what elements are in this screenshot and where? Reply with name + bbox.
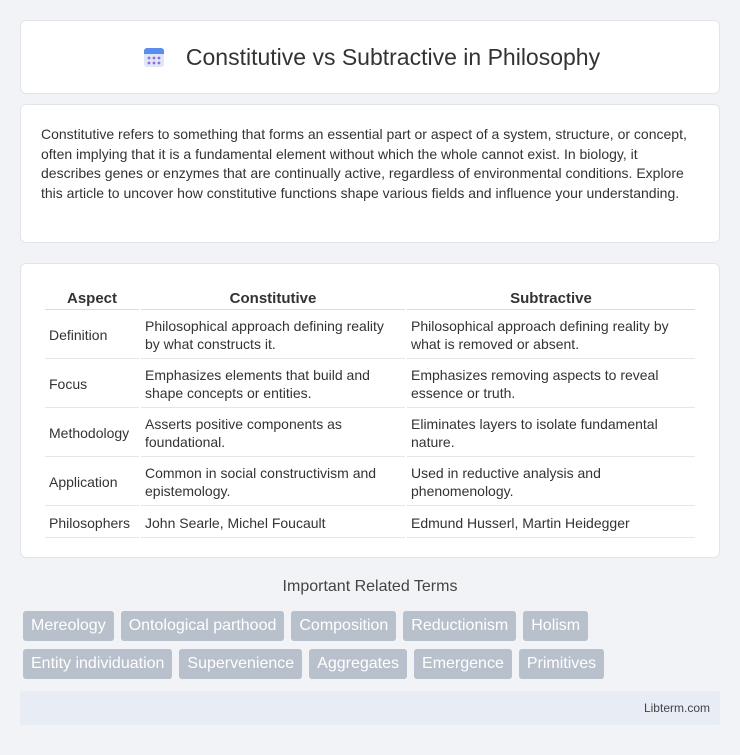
row-constitutive: Asserts positive components as foundational.: [141, 410, 405, 457]
row-constitutive: Emphasizes elements that build and shape concepts or entities.: [141, 361, 405, 408]
related-terms-list: [23, 611, 723, 679]
row-aspect: Definition: [45, 312, 139, 359]
row-subtractive: Edmund Husserl, Martin Heidegger: [407, 508, 695, 538]
related-terms-title: Important Related Terms: [282, 578, 458, 595]
row-aspect: Focus: [45, 361, 139, 408]
tag-mereology[interactable]: Mereology: [23, 611, 114, 641]
row-aspect: Philosophers: [45, 508, 139, 538]
row-subtractive: Philosophical approach defining reality by what is removed or absent.: [407, 312, 695, 359]
footer-site-link[interactable]: Libterm.com: [643, 701, 710, 715]
header-constitutive: Constitutive: [141, 288, 405, 310]
header-subtractive: Subtractive: [407, 288, 695, 310]
comparison-card: [20, 263, 720, 558]
row-subtractive: Emphasizes removing aspects to reveal essence or truth.: [407, 361, 695, 408]
row-aspect: Application: [45, 459, 139, 506]
comparison-table: [43, 286, 697, 540]
row-subtractive: Used in reductive analysis and phenomenology.: [407, 459, 695, 506]
row-aspect: Methodology: [45, 410, 139, 457]
table-row: [45, 459, 695, 506]
row-constitutive: John Searle, Michel Foucault: [141, 508, 405, 538]
tag-ontological-parthood[interactable]: Ontological parthood: [121, 611, 285, 641]
page-title: Constitutive vs Subtractive in Philosophy: [185, 43, 601, 70]
calendar-icon: [140, 43, 168, 71]
footer: [20, 691, 720, 725]
table-row: [45, 508, 695, 538]
header-card: [20, 20, 720, 94]
tag-supervenience[interactable]: Supervenience: [179, 649, 302, 679]
intro-card: [20, 104, 720, 243]
table-row: [45, 410, 695, 457]
table-row: [45, 361, 695, 408]
tag-holism[interactable]: Holism: [523, 611, 588, 641]
tag-entity-individuation[interactable]: Entity individuation: [23, 649, 172, 679]
row-subtractive: Eliminates layers to isolate fundamental nature.: [407, 410, 695, 457]
header-aspect: Aspect: [45, 288, 139, 310]
table-row: [45, 312, 695, 359]
tag-emergence[interactable]: Emergence: [414, 649, 512, 679]
tag-primitives[interactable]: Primitives: [519, 649, 604, 679]
row-constitutive: Philosophical approach defining reality by what constructs it.: [141, 312, 405, 359]
tag-composition[interactable]: Composition: [291, 611, 396, 641]
intro-text: Constitutive refers to something that forms an essential part or aspect of a system, structure, or concept, often implying that it is a fundamental element without which the whole cannot exist. In biology, it describes genes or enzymes that are continually active, regardless of environmental conditions. Explore this article to uncover how constitutive functions shape various fields and influence your understanding.: [41, 126, 687, 201]
row-constitutive: Common in social constructivism and epistemology.: [141, 459, 405, 506]
tag-reductionism[interactable]: Reductionism: [403, 611, 516, 641]
title-wrap: [140, 43, 600, 71]
table-header-row: [45, 288, 695, 310]
tag-aggregates[interactable]: Aggregates: [309, 649, 407, 679]
